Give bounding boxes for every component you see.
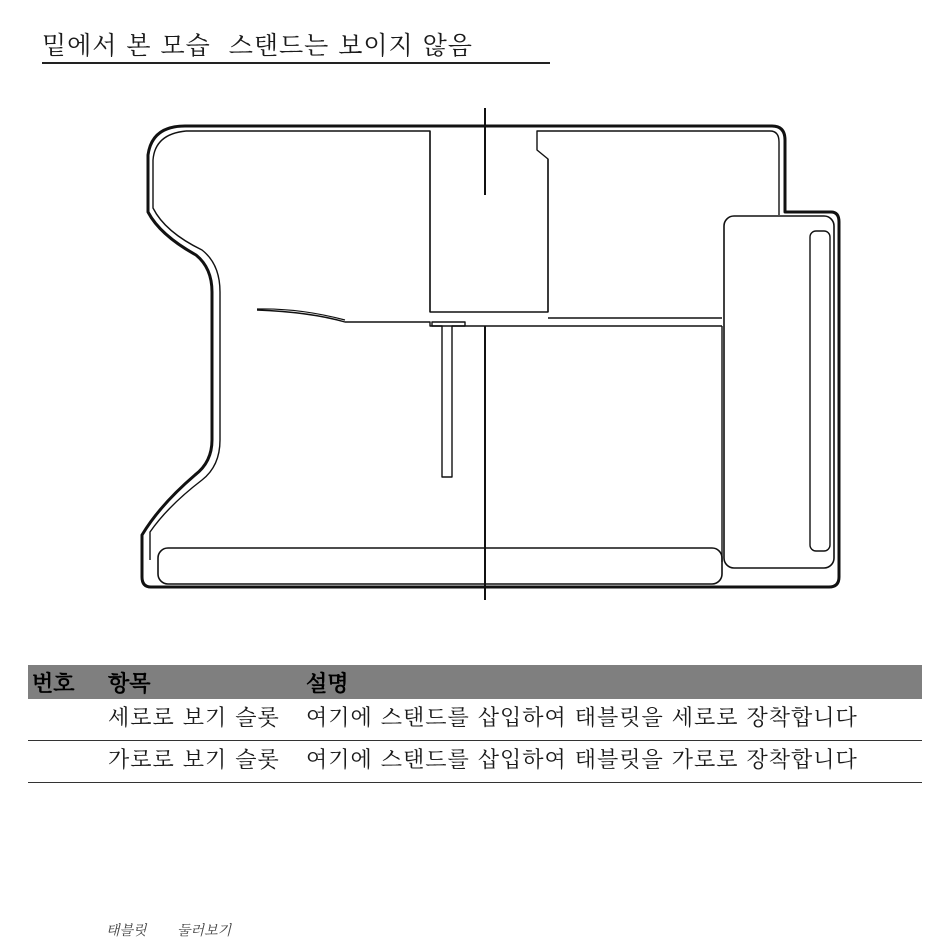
footer-section-label: 태블릿 xyxy=(106,923,147,939)
footer-chapter-label: 둘러보기 xyxy=(177,923,232,939)
vertical-slot-outline xyxy=(430,131,548,312)
header-number: 번호 xyxy=(28,665,104,699)
table-row xyxy=(28,741,922,783)
header-item: 항목 xyxy=(104,665,302,699)
row-description: 여기에 스탠드를 삽입하여 태블릿을 세로로 장착합니다 xyxy=(302,699,922,741)
stand-stem xyxy=(432,322,465,477)
tablet-left-contour xyxy=(150,131,220,560)
page-footer xyxy=(106,920,257,940)
bottom-rail xyxy=(158,548,722,584)
row-number xyxy=(28,741,104,783)
header-description: 설명 xyxy=(302,665,922,699)
right-side-rail xyxy=(810,231,830,551)
spec-table xyxy=(28,665,922,783)
row-description: 여기에 스탠드를 삽입하여 태블릿을 가로로 장착합니다 xyxy=(302,741,922,783)
tablet-body-inner-outline xyxy=(186,131,779,312)
row-item: 세로로 보기 슬롯 xyxy=(104,699,302,741)
right-side-panel xyxy=(724,216,834,568)
page-heading: 밑에서 본 모습 스탠드는 보이지 않음 xyxy=(42,31,473,60)
table-row xyxy=(28,699,922,741)
table-header-row xyxy=(28,665,922,699)
row-item: 가로로 보기 슬롯 xyxy=(104,741,302,783)
row-number xyxy=(28,699,104,741)
tablet-body-outline xyxy=(142,126,839,587)
